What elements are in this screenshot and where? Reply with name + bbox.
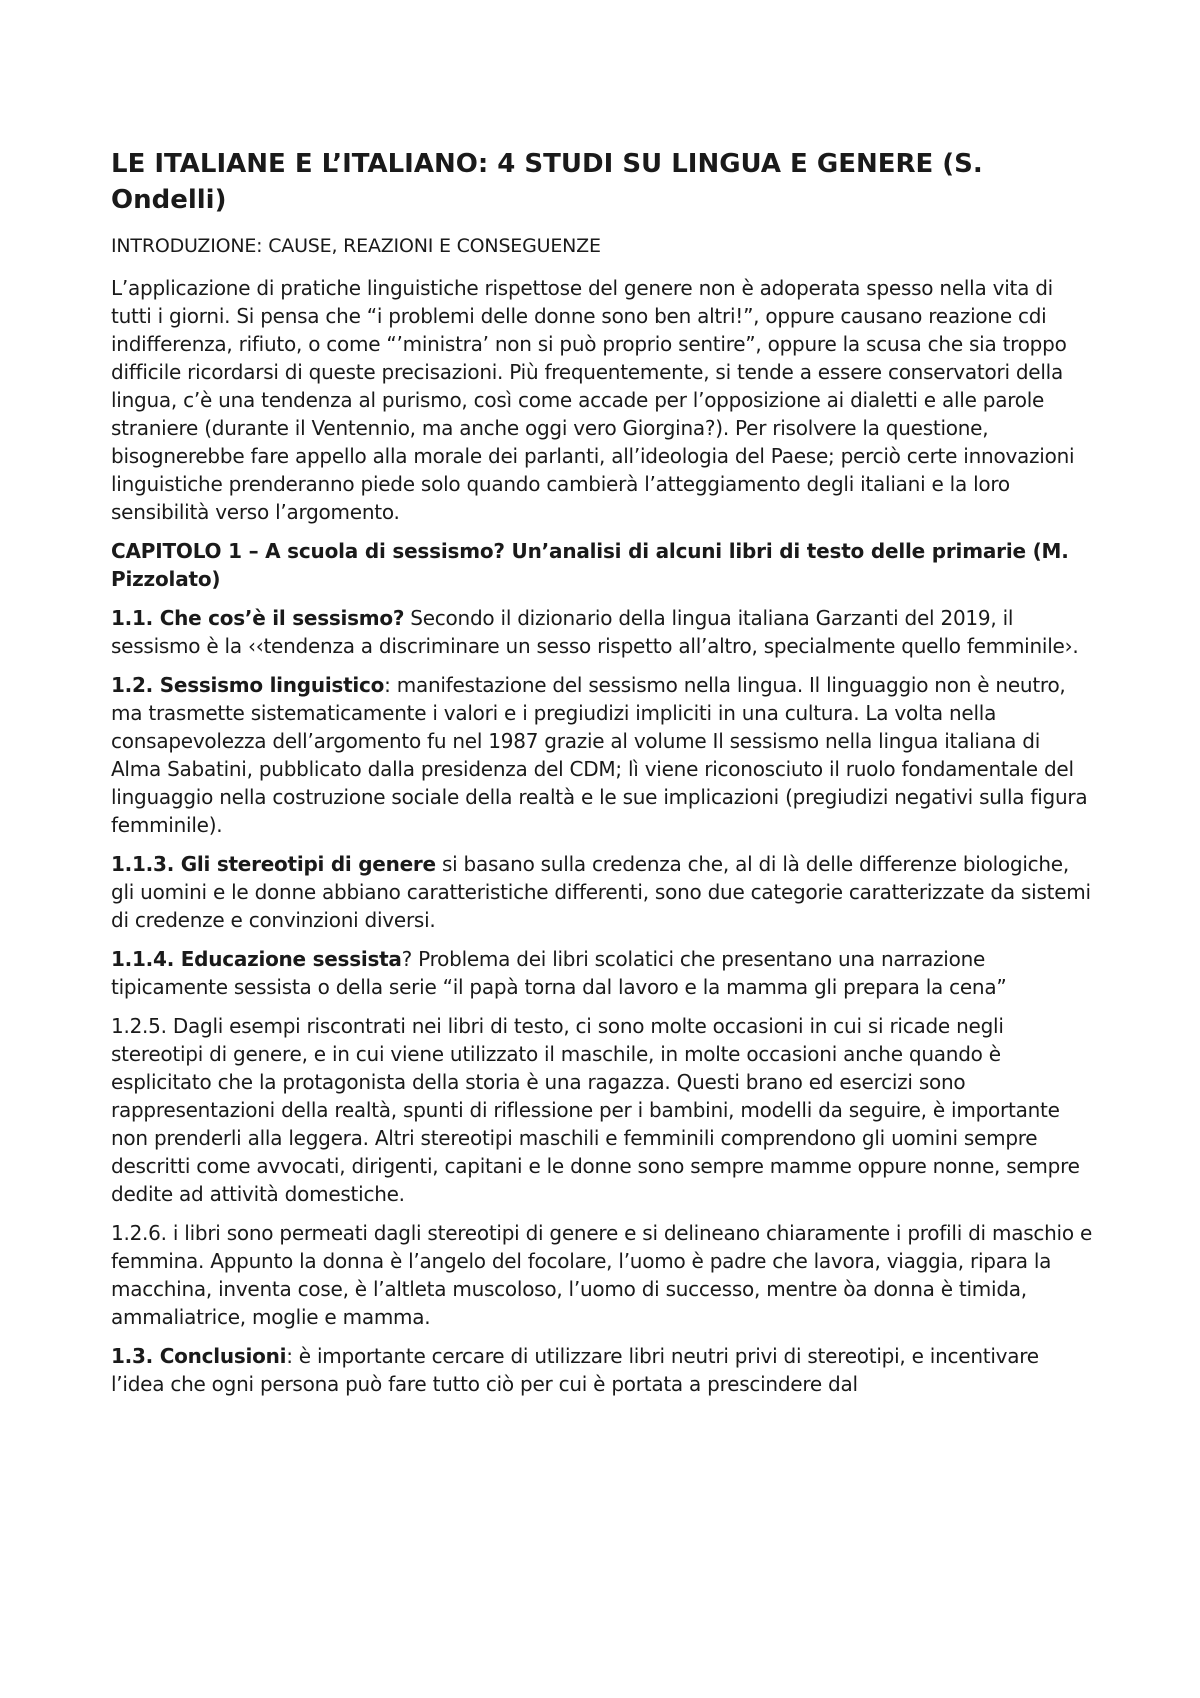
section-text: si basano sulla credenza che, al di là delle differenze biologiche, gli uomini e le donne abbiano caratteristiche differenti, sono due categorie caratterizzate da sistemi di credenze e convinzioni diversi. <box>111 852 1091 932</box>
section-label: 1.3. Conclusioni <box>111 1344 287 1368</box>
section-label: 1.1.4. Educazione sessista <box>111 947 402 971</box>
intro-paragraph: L’applicazione di pratiche linguistiche rispettose del genere non è adoperata spesso nella vita di tutti i giorni. Si pensa che “i problemi delle donne sono ben altri!”, oppure causano reazione cdi indifferenza, rifiuto, o come “’ministra’ non si può proprio sentire”, oppure la scusa che sia troppo difficile ricordarsi di queste precisazioni. Più frequentemente, si tende a essere conservatori della lingua, c’è una tendenza al purismo, così come accade per l’opposizione ai dialetti e alle parole straniere (durante il Ventennio, ma anche oggi vero Giorgina?). Per risolvere la questione, bisognerebbe fare appello alla morale dei parlanti, all’ideologia del Paese; perciò certe innovazioni linguistiche prenderanno piede solo quando cambierà l’atteggiamento degli italiani e la loro sensibilità verso l’argomento. <box>111 276 1075 524</box>
section-text: 1.2.5. Dagli esempi riscontrati nei libri di testo, ci sono molte occasioni in cui si ricade negli stereotipi di genere, e in cui viene utilizzato il maschile, in molte occasioni anche quando è esplicitato che la protagonista della storia è una ragazza. Questi brano ed esercizi sono rappresentazioni della realtà, spunti di riflessione per i bambini, modelli da seguire, è importante non prenderli alla leggera. Altri stereotipi maschili e femminili comprendono gli uomini sempre descritti come avvocati, dirigenti, capitani e le donne sono sempre mamme oppure nonne, sempre dedite ad attività domestiche. <box>111 1014 1080 1206</box>
document-page <box>111 130 1096 1409</box>
section-paragraph <box>111 604 1096 660</box>
section-text: ? Problema dei libri scolatici che presentano una narrazione tipicamente sessista o della serie “il papà torna dal lavoro e la mamma gli prepara la cena” <box>111 947 1007 999</box>
document-title: LE ITALIANE E L’ITALIANO: 4 STUDI SU LINGUA E GENERE (S. Ondelli) <box>111 149 983 215</box>
section-paragraph <box>111 671 1096 839</box>
section-paragraph <box>111 1219 1096 1331</box>
section-paragraph <box>111 1012 1096 1208</box>
section-paragraph <box>111 850 1096 934</box>
section-label: 1.2. Sessismo linguistico <box>111 673 385 697</box>
section-text: : manifestazione del sessismo nella lingua. Il linguaggio non è neutro, ma trasmette sistematicamente i valori e i pregiudizi impliciti in una cultura. La volta nella consapevolezza dell’argomento fu nel 1987 grazie al volume Il sessismo nella lingua italiana di Alma Sabatini, pubblicato dalla presidenza del CDM; lì viene riconosciuto il ruolo fondamentale del linguaggio nella costruzione sociale della realtà e le sue implicazioni (pregiudizi negativi sulla figura femminile). <box>111 673 1088 837</box>
section-text: : è importante cercare di utilizzare libri neutri privi di stereotipi, e incentivare l’idea che ogni persona può fare tutto ciò per cui è portata a prescindere dal <box>111 1344 1039 1396</box>
chapter-1-heading: CAPITOLO 1 – A scuola di sessismo? Un’analisi di alcuni libri di testo delle primarie (M. Pizzolato) <box>111 539 1069 591</box>
section-paragraph <box>111 945 1096 1001</box>
section-label: 1.1.3. Gli stereotipi di genere <box>111 852 436 876</box>
section-text: 1.2.6. i libri sono permeati dagli stereotipi di genere e si delineano chiaramente i profili di maschio e femmina. Appunto la donna è l’angelo del focolare, l’uomo è padre che lavora, viaggia, ripara la macchina, inventa cose, è l’altleta muscoloso, l’uomo di successo, mentre òa donna è timida, ammaliatrice, moglie e mamma. <box>111 1221 1092 1329</box>
intro-heading: INTRODUZIONE: CAUSE, REAZIONI E CONSEGUENZE <box>111 235 601 257</box>
section-paragraph <box>111 1342 1096 1398</box>
section-text: Secondo il dizionario della lingua italiana Garzanti del 2019, il sessismo è la ‹‹tendenza a discriminare un sesso rispetto all’altro, specialmente quello femminile›. <box>111 606 1079 658</box>
section-label: 1.1. Che cos’è il sessismo? <box>111 606 405 630</box>
